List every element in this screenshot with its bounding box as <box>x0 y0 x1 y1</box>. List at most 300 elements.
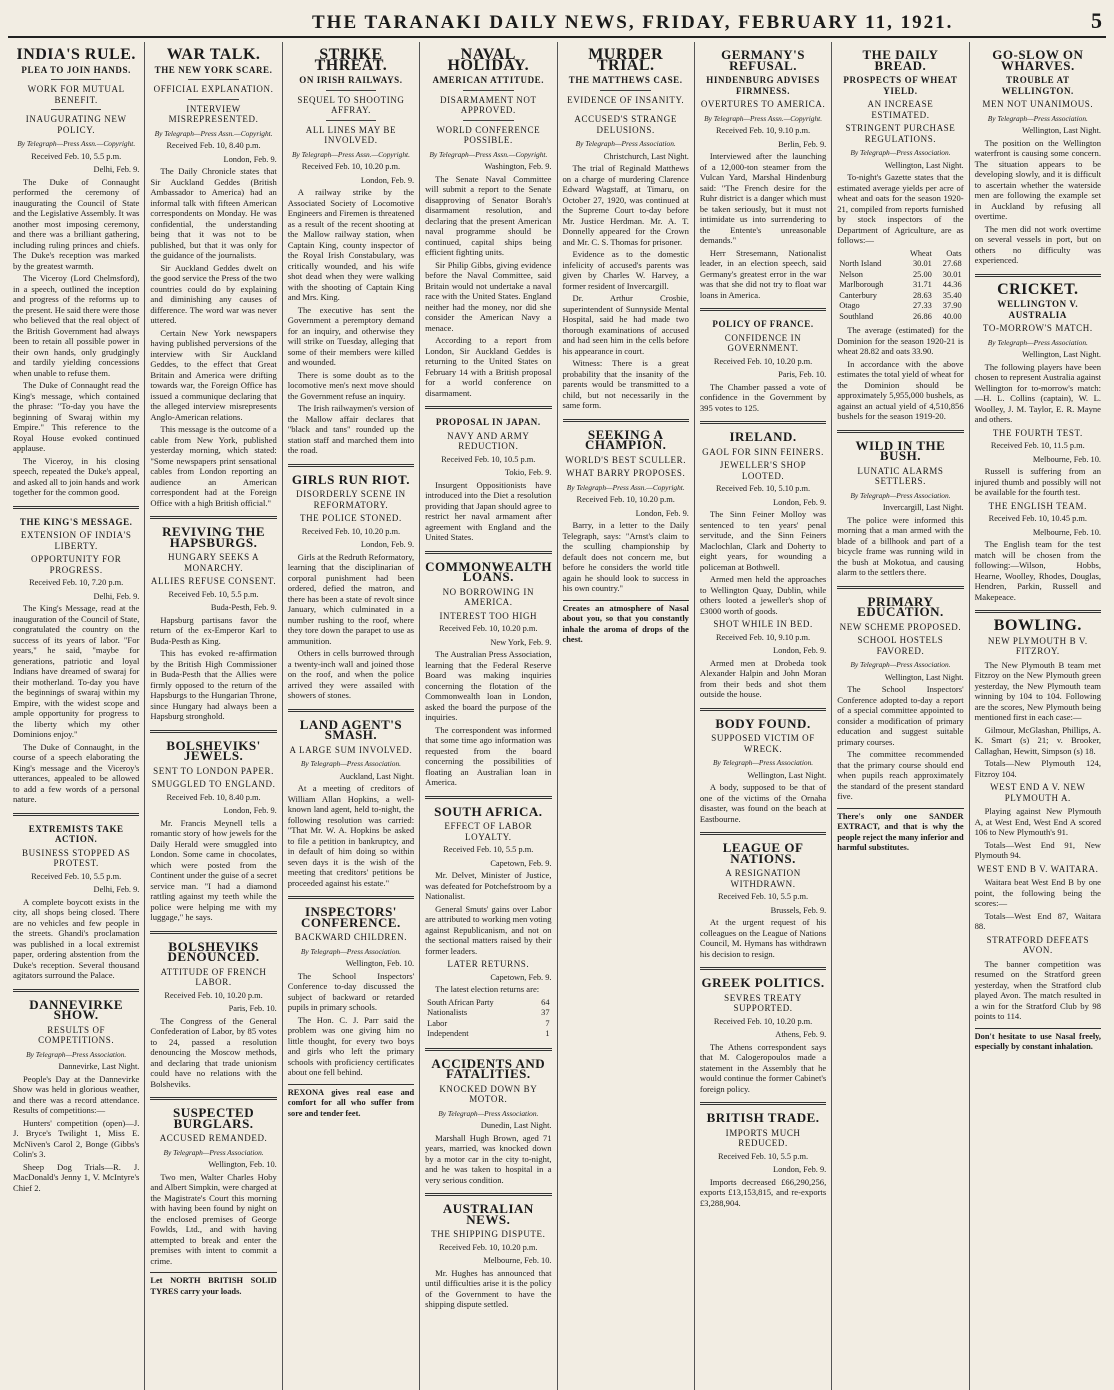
byline: By Telegraph—Press Association. <box>300 759 401 768</box>
paragraph: The correspondent was informed that some time ago information was requested from the board concerning the possibilities of floating an Australian loan in America. <box>425 724 552 787</box>
dateline: Capetown, Feb. 9. <box>490 972 552 982</box>
byline: By Telegraph—Press Association. <box>163 1147 264 1157</box>
paragraph: Hapsburg partisans favor the return of the ex-Emperor Karl to Buda-Pesth as King. <box>150 614 277 646</box>
paragraph: The banner competition was resumed on the Stratford green yesterday, when the Stratford club played Avon. The match resulted in a win for the Stratford Club by 98 points to 114. <box>974 958 1101 1021</box>
subhead: SHOT WHILE IN BED. <box>713 619 813 629</box>
paragraph: Sir Auckland Geddes dwelt on the good service the Press of the two countries could do by explaining and diminishing any causes of difference. The word war was never uttered. <box>150 262 277 325</box>
dateline: Dannevirke, Last Night. <box>58 1062 140 1071</box>
headline-ireland: IRELAND. <box>729 429 797 444</box>
paragraph: A body, supposed to be that of one of the victims of the Ornaha disaster, was found on the beach at Eastbourne. <box>699 782 827 824</box>
subhead: SCHOOL HOSTELS FAVORED. <box>857 635 944 656</box>
headline-war-talk: WAR TALK. <box>166 46 261 63</box>
section-divider <box>837 430 963 433</box>
received-line: Received Feb. 10, 10.45 p.m. <box>988 514 1087 523</box>
paragraph: Certain New York newspapers having published perversions of the interview with Sir Auckland Geddes, to the effect that Great Britain and America were drifting towards war, the Foreign Office has issued a communique declaring that the alleged interview misrepresents Anglo-American relations. <box>150 327 277 422</box>
subhead: AN INCREASE ESTIMATED. <box>867 99 934 120</box>
advertisement: There's only one SANDER EXTRACT, and that is why the people reject the many inferior and harmful substitutes. <box>837 808 963 854</box>
section-divider <box>700 421 826 424</box>
subhead: A LARGE SUM INVOLVED. <box>289 744 413 755</box>
divider <box>463 90 514 91</box>
paragraph: Witness: There is a great probability that the insanity of the parents would be transmitted to a child, but not necessarily in the same form. <box>562 358 689 410</box>
paragraph: The Senate Naval Committee will submit a report to the Senate disapproving of Senator Borah's disarmament resolution, and declaring that the present American naval programme should be continued, capital ships being efficient fighting units. <box>425 173 552 257</box>
paragraph: Interviewed after the launching of a 12,000-ton steamer from the Vulcan Yard, Marshal Hindenburg said: "The French desire for the Ruhr district is a danger which must be taken seriously, but it must not intimidate us into surrendering to the Entente's unreasonable demands." <box>699 151 827 245</box>
subhead: WEST END A V. NEW PLYMOUTH A. <box>990 782 1086 803</box>
column-naval-holiday <box>420 42 557 1390</box>
received-line: Received Feb. 10, 8.40 p.m. <box>166 141 261 150</box>
paragraph: The King's Message, read at the inauguration of the Council of State, congratulated the country on the success of its years of labor. "For years," he said, "maybe for generations, patriotic and loyal Indians have dreamed of swaraj for their motherland. To-day you have the beginnings of swaraj within my Empire, with the widest scope and ample opportunity for progress to the liberty which my other Dominions enjoy." <box>13 603 140 739</box>
table-cell: 25.00 <box>912 269 932 279</box>
table-cell: Nelson <box>839 269 863 279</box>
received-line: Received Feb. 10, 10.20 p.m. <box>713 1016 813 1026</box>
table-row <box>837 259 963 270</box>
received-line: Received Feb. 10, 11.5 p.m. <box>990 441 1085 450</box>
subhead: SMUGGLED TO ENGLAND. <box>151 779 276 789</box>
paragraph: Marshall Hugh Brown, aged 71 years, married, was knocked down by a motor car in the city to-night, and he was taken to hospital in a very serious condition. <box>425 1132 552 1185</box>
subhead: ACCUSED'S STRANGE DELUSIONS. <box>574 114 677 135</box>
received-line: Received Feb. 10, 10.5 p.m. <box>441 454 536 464</box>
subhead: WORLD'S BEST SCULLER. <box>565 454 687 465</box>
subhead: NEW PLYMOUTH B V. FITZROY. <box>987 635 1088 656</box>
section-divider <box>425 1193 551 1196</box>
paragraph: The School Inspectors' Conference adopted to-day a report of a special committee appointed to consider a modification of primary education and suggest suitable primary courses. <box>837 684 964 747</box>
headline-land-agents-smash: LAND AGENT'S SMASH. <box>299 716 403 742</box>
column-war-talk <box>145 42 282 1390</box>
dateline: London, Feb. 9. <box>772 1165 827 1174</box>
column-india <box>8 42 145 1390</box>
subhead: WELLINGTON V. AUSTRALIA <box>997 299 1079 320</box>
byline: By Telegraph—Press Assn.—Copyright. <box>291 149 410 159</box>
election-returns-table <box>425 998 551 1040</box>
subhead: ON IRISH RAILWAYS. <box>299 75 403 85</box>
paragraph: In accordance with the above estimates the total yield of wheat for the Dominion should be approximately 5,955,000 bushels, as against an actual yield of 4,510,856 bushels for the season 1919-20. <box>837 358 964 421</box>
paragraph: The police were informed this morning that a man armed with the blade of a billhook and part of a bicycle frame was running wild in the bush at Mokotua, and causing alarm to the settlers there. <box>837 514 964 577</box>
byline: By Telegraph—Press Assn.—Copyright. <box>154 128 273 138</box>
table-cell: Otago <box>839 301 860 310</box>
byline: By Telegraph—Press Association. <box>850 148 951 157</box>
subhead: DISORDERLY SCENE IN REFORMATORY. <box>296 489 406 510</box>
section-divider <box>700 967 826 970</box>
received-line: Received Feb. 10, 10.20 p.m. <box>164 990 263 1000</box>
section-divider <box>700 308 826 311</box>
dateline: Wellington, Feb. 10. <box>208 1160 277 1169</box>
table-cell: Labor <box>427 1018 448 1028</box>
table-header: Oats <box>946 248 962 258</box>
paragraph: The Daily Chronicle states that Sir Auckland Geddes (British Ambassador to America) had an informal talk with fifteen American correspondents on Monday. He was confidential, the understanding being that it was not to be published, but that it was only for the guidance of the journalists. <box>150 166 277 260</box>
paragraph: At the urgent request of his colleagues on the League of Nations Council, M. Hymans has withdrawn his decision to resign. <box>699 917 827 959</box>
table-cell: Nationalists <box>427 1008 468 1017</box>
received-line: Received Feb. 10, 5.5 p.m. <box>31 151 122 161</box>
paragraph: Armed men at Drobeda took Alexander Halpin and John Moran from their beds and shot them outside the house. <box>699 657 827 699</box>
dateline: Wellington, Feb. 10. <box>345 959 415 968</box>
headline-inspectors-conference: INSPECTORS' CONFERENCE. <box>301 904 401 930</box>
section-divider <box>288 709 414 712</box>
headline-india: INDIA'S RULE. <box>16 46 136 63</box>
subhead: LUNATIC ALARMS SETTLERS. <box>857 465 944 486</box>
paragraph: Mr. Hughes has announced that until difficulties arise it is the policy of the Government to have the shipping dispute settled. <box>425 1267 552 1309</box>
table-cell: 31.71 <box>912 280 932 289</box>
dateline: London, Feb. 9. <box>772 497 827 507</box>
paragraph: The trial of Reginald Matthews on a charge of murdering Clarence Edward Wagstaff, at Timaru, on October 27, 1920, was continued at the Supreme Court to-day before Mr. Justice Herdman. Mr. A. T. Donnelly appeared for the Crown and Mr. C. S. Thomas for prisoner. <box>562 163 689 247</box>
paragraph: The position on the Wellington waterfront is causing some concern. The situation appears to be developing slowly, and it is difficult to ascertain whether the waterside men are following the example set in Auckland by refusing all overtime. <box>974 137 1101 221</box>
paragraph: The men did not work overtime on several vessels in port, but on others no difficulty was experienced. <box>974 223 1101 265</box>
section-divider <box>150 730 276 733</box>
dateline: Melbourne, Feb. 10. <box>1032 527 1101 537</box>
byline: By Telegraph—Press Association. <box>300 946 401 956</box>
headline-south-africa: SOUTH AFRICA. <box>434 803 543 819</box>
headline-seeking-a-champion: SEEKING A CHAMPION. <box>584 426 667 452</box>
subhead: THE FOURTH TEST. <box>992 427 1083 438</box>
paragraph: The Duke of Connaught, in the course of a speech elaborating the King's message and the Viceroy's utterances, appealed to be allowed to add a few words of a personal nature. <box>13 741 140 804</box>
paragraph: The Athens correspondent says that M. Calogeropoulos made a statement in the Assembly that he would continue the former Cabinet's foreign policy. <box>699 1041 827 1094</box>
table-cell: 30.01 <box>942 269 962 279</box>
dateline: Capetown, Feb. 9. <box>490 858 552 868</box>
dateline: Brussels, Feb. 9. <box>770 905 827 915</box>
divider <box>600 90 651 91</box>
table-cell: 7 <box>545 1018 550 1028</box>
subhead: THE KING'S MESSAGE. <box>19 516 133 527</box>
column-germany <box>695 42 832 1390</box>
section-divider <box>425 1048 551 1051</box>
headline-bolsheviks-denounced: BOLSHEVIKS DENOUNCED. <box>167 938 260 964</box>
headline-league-of-nations: LEAGUE OF NATIONS. <box>722 840 804 866</box>
paragraph: This message is the outcome of a cable from New York, published yesterday morning, which stated: "Some newspapers print sensational cables from London reporting an audience an American correspondent had at the Foreign Office with a high British official." <box>150 424 277 508</box>
paragraph: There is some doubt as to the locomotive men's next move should the Government refuse an inquiry. <box>287 369 415 401</box>
paragraph: The Duke of Connaught read the King's message, which contained the phrase: "To-day you have the beginning of Swaraj within my Empire." This reference to the Royal House evoked continued applause. <box>13 380 140 453</box>
headline-greek-politics: GREEK POLITICS. <box>701 975 825 990</box>
headline-accidents: ACCIDENTS AND FATALITIES. <box>431 1055 546 1081</box>
dateline: Wellington, Last Night. <box>747 770 827 780</box>
paragraph: Barry, in a letter to the Daily Telegraph, says: "Arnst's claim to the sculling championship by default does not concern me, but before he considers the world title again he should look to success in his own country." <box>562 520 689 593</box>
section-divider <box>700 708 826 711</box>
table-cell: 37 <box>541 1008 550 1017</box>
subhead: DISARMAMENT NOT APPROVED. <box>440 94 537 115</box>
dateline: London, Feb. 9. <box>223 806 277 815</box>
section-divider <box>975 610 1101 613</box>
dateline: London, Feb. 9. <box>360 540 415 549</box>
headline-strike-threat: STRIKE THREAT. <box>314 46 388 74</box>
table-row <box>425 1019 551 1030</box>
dateline: Delhi, Feb. 9. <box>93 885 140 894</box>
headline-suspected-burglars: SUSPECTED BURGLARS. <box>173 1105 255 1131</box>
subhead: TO-MORROW'S MATCH. <box>982 323 1093 333</box>
table-cell: Canterbury <box>839 290 877 300</box>
paragraph: A complete boycott exists in the city, all shops being closed. There are no vehicles and few people in the streets. Ghandi's proclamation was published in a local extremist paper, ordering abstention from the Duke's reception. Several thousand agitators surround the Palace. <box>13 896 140 980</box>
headline-cricket: CRICKET. <box>997 280 1079 298</box>
subhead: SEQUEL TO SHOOTING AFFRAY. <box>297 94 405 115</box>
table-cell: 35.40 <box>942 290 962 300</box>
section-divider <box>150 1097 276 1100</box>
table-header-row <box>837 249 963 260</box>
dateline: Delhi, Feb. 9. <box>93 591 140 601</box>
byline: By Telegraph—Press Assn.—Copyright. <box>566 482 685 492</box>
headline-commonwealth-loans: COMMONWEALTH LOANS. <box>425 558 552 584</box>
received-line: Received Feb. 10, 10.20 p.m. <box>301 162 401 171</box>
table-row <box>425 1029 551 1040</box>
section-divider <box>13 506 139 509</box>
received-line: Received Feb. 10, 5.5 p.m. <box>718 892 809 901</box>
byline: By Telegraph—Press Assn.—Copyright. <box>17 139 136 148</box>
subhead: NEW SCHEME PROPOSED. <box>839 621 962 632</box>
advertisement: Don't hesitate to use Nasal freely, especially by constant inhalation. <box>975 1028 1101 1053</box>
paragraph: Dr. Arthur Crosbie, superintendent of Sunnyside Mental Hospital, said he had made two thorough examinations of accused and had seen him in the cells before his appearance in court. <box>562 293 689 356</box>
paragraph: General Smuts' gains over Labor are attributed to working men voting against Republicanism, and not on the sectional matters raised by their former leaders. <box>425 903 552 956</box>
paragraph: Playing against New Plymouth A, at West End, West End A scored 106 to New Plymouth's 91. <box>974 806 1101 837</box>
paragraph: Totals—New Plymouth 124, Fitzroy 104. <box>974 758 1101 779</box>
subhead: THE MATTHEWS CASE. <box>568 75 683 85</box>
section-divider <box>563 419 689 422</box>
dateline: Wellington, Last Night. <box>884 672 964 682</box>
received-line: Received Feb. 10, 10.20 p.m. <box>576 495 675 504</box>
paragraph: The Australian Press Association, learning that the Federal Reserve Board was making inquiries concerning the flotation of the Commonwealth loan in London, asked the board the purpose of the inquiries. <box>425 649 552 722</box>
section-divider <box>425 551 551 554</box>
subhead: HUNGARY SEEKS A MONARCHY. <box>167 552 260 573</box>
advertisement: Creates an atmosphere of Nasal about you, so that you constantly inhale the aroma of drops of the chest. <box>563 600 689 646</box>
subhead: INTERVIEW MISREPRESENTED. <box>168 103 259 124</box>
dateline: London, Feb. 9. <box>635 508 689 518</box>
subhead: ALLIES REFUSE CONSENT. <box>150 576 277 586</box>
received-line: Received Feb. 10, 9.10 p.m. <box>715 632 811 642</box>
subhead: BACKWARD CHILDREN. <box>294 932 408 942</box>
byline: By Telegraph—Press Association. <box>850 660 951 669</box>
paragraph: The New Plymouth B team met Fitzroy on the New Plymouth green yesterday, the New Plymouth team winning by 104 to 104. Following are the scores, New Plymouth being mentioned first in each case:— <box>974 659 1101 722</box>
paragraph: The average (estimated) for the Dominion for the season 1920-21 is wheat 28.82 and oats 33.90. <box>837 325 964 356</box>
dateline: Melbourne, Feb. 10. <box>483 1256 552 1265</box>
table-header: Wheat <box>909 248 932 258</box>
subhead: MEN NOT UNANIMOUS. <box>982 99 1094 109</box>
received-line: Received Feb. 10, 5.5 p.m. <box>443 845 534 854</box>
subhead: SEVRES TREATY SUPPORTED. <box>724 992 803 1013</box>
paragraph: Armed men held the approaches to Wellington Quay, Dublin, while others looted a jeweller's shop of £3000 worth of goods. <box>699 574 827 616</box>
dateline: Buda-Pesth, Feb. 9. <box>210 603 277 612</box>
section-divider <box>13 989 139 992</box>
byline: By Telegraph—Press Association. <box>850 490 951 500</box>
section-divider <box>288 464 414 467</box>
paragraph: Waitara beat West End B by one point, the following being the scores:— <box>974 877 1101 908</box>
byline: By Telegraph—Press Association. <box>575 139 676 148</box>
subhead: NO BORROWING IN AMERICA. <box>442 586 535 607</box>
subhead: EVIDENCE OF INSANITY. <box>567 94 685 105</box>
paragraph: The Hon. C. J. Parr said the problem was one giving him no little thought, for every two boys and girls who left the primary schools with proficiency certificates about one fell behind. <box>287 1014 415 1077</box>
subhead: THE SHIPPING DISPUTE. <box>431 1229 546 1239</box>
received-line: Received Feb. 10, 10.20 p.m. <box>439 1242 538 1252</box>
paragraph: The Duke of Connaught performed the ceremony of inaugurating the Council of State and the Legislative Assembly. It was another most imposing ceremony, and there was a brilliant gathering, including ruling princes and chiefs. The Duke's reception was marked by the greatest warmth. <box>13 176 140 271</box>
subhead: CONFIDENCE IN GOVERNMENT. <box>724 332 802 353</box>
subhead: THE POLICE STONED. <box>299 513 402 523</box>
advertisement: Let NORTH BRITISH SOLID TYRES carry your loads. <box>150 1272 276 1297</box>
headline-naval-holiday: NAVAL HOLIDAY. <box>447 46 530 74</box>
paragraph: A railway strike by the Associated Society of Locomotive Engineers and Firemen is threatened as a result of the recent shooting at the Mallow railway station, when Captain King, county inspector of the Royal Irish Constabulary, was critically wounded, and his wife shot dead when they were walking with the shooting of Captain King and Mrs. King. <box>287 187 415 302</box>
section-divider <box>425 406 551 409</box>
table-cell: 37.90 <box>942 301 962 310</box>
subhead: LATER RETURNS. <box>447 959 530 969</box>
dateline: London, Feb. 9. <box>223 154 277 164</box>
paragraph: Herr Stresemann, Nationalist leader, in an election speech, said Germany's greatest error in the war was that she did not try to float war loans in America. <box>699 247 827 300</box>
headline-british-trade: BRITISH TRADE. <box>706 1110 820 1125</box>
table-row <box>425 1008 551 1019</box>
dateline: Paris, Feb. 10. <box>228 1004 277 1013</box>
column-daily-bread <box>832 42 969 1390</box>
dateline: London, Feb. 9. <box>360 175 415 185</box>
received-line: Received Feb. 10, 7.20 p.m. <box>29 578 124 587</box>
paragraph: The Sinn Feiner Molloy was sentenced to ten years' penal servitude, and the Sinn Feiners Maclochlan, Clark and Doherty to eight years, for wounding a policeman at Bothwell. <box>699 509 827 572</box>
divider <box>51 79 102 80</box>
divider <box>326 90 377 91</box>
byline: By Telegraph—Press Association. <box>987 113 1088 123</box>
byline: By Telegraph—Press Association. <box>713 758 814 767</box>
paragraph: Russell is suffering from an injured thumb and possibly will not be available for the fourth test. <box>974 466 1101 497</box>
dateline: New York, Feb. 9. <box>490 637 552 647</box>
received-line: Received Feb. 10, 10.20 p.m. <box>301 526 401 536</box>
section-divider <box>700 832 826 835</box>
table-cell: 27.33 <box>912 301 932 310</box>
subhead: JEWELLER'S SHOP LOOTED. <box>719 460 807 481</box>
subhead: SUPPOSED VICTIM OF WRECK. <box>711 733 815 754</box>
table-row <box>837 312 963 323</box>
headline-daily-bread: THE DAILY BREAD. <box>862 47 939 73</box>
received-line: Received Feb. 10, 10.20 p.m. <box>439 624 538 633</box>
subhead: WORLD CONFERENCE POSSIBLE. <box>436 124 541 145</box>
paragraph: The committee recommended that the primary course should end when pupils reach approximately the standard of the present standard five. <box>837 749 964 801</box>
headline-go-slow-on-wharves: GO-SLOW ON WHARVES. <box>992 47 1084 73</box>
subhead: ACCUSED REMANDED. <box>159 1133 268 1143</box>
received-line: Received Feb. 10, 5.5 p.m. <box>168 589 259 599</box>
paragraph: The School Inspectors' Conference to-day discussed the subject of backward or retarded pupils in primary schools. <box>287 970 415 1012</box>
byline: By Telegraph—Press Association. <box>26 1049 127 1059</box>
paragraph: The Viceroy, in his closing speech, repeated the Duke's appeal, and asked all to join hands and work together for the common good. <box>13 455 140 497</box>
dateline: Delhi, Feb. 9. <box>93 165 140 174</box>
paragraph: Two men, Walter Charles Hoby and Albert Simpkin, were charged at the Magistrate's Court this morning with having been found by night on the enclosed premises of George Fowlds, Ltd., and with having attempted to break and enter the premises with intent to commit a crime. <box>150 1171 277 1266</box>
table-row <box>425 998 551 1009</box>
table-cell: Southland <box>839 311 874 321</box>
paragraph: Totals—West End 91, New Plymouth 94. <box>974 839 1101 860</box>
table-row <box>837 270 963 281</box>
byline: By Telegraph—Press Assn.—Copyright. <box>704 113 823 123</box>
section-divider <box>150 931 276 934</box>
paragraph: Evidence as to the domestic infelicity of accused's parents was given by Charles W. Harvey, a former resident of Invercargill. <box>562 249 689 291</box>
subhead: HINDENBURG ADVISES FIRMNESS. <box>706 75 820 96</box>
byline: By Telegraph—Press Association. <box>438 1108 539 1118</box>
divider <box>463 120 514 121</box>
dateline: Wellington, Last Night. <box>1022 126 1101 135</box>
dateline: Washington, Feb. 9. <box>484 162 552 171</box>
paragraph: The Irish railwaymen's version of the Mallow affair declares that "black and tans" rounded up the station staff and marched them into the road. <box>287 403 415 455</box>
subhead: INAUGURATING NEW POLICY. <box>25 114 127 135</box>
subhead: GAOL FOR SINN FEINERS. <box>702 446 824 457</box>
subhead: ATTITUDE OF FRENCH LABOR. <box>160 966 267 987</box>
paragraph: The English team for the test match will be chosen from the following:—Wilson, Hobbs, Hearne, Woolley, Rhodes, Douglas, Hendren, Parkin, Russell and Makepeace. <box>974 539 1101 602</box>
subhead: ALL LINES MAY BE INVOLVED. <box>305 124 397 145</box>
paragraph: According to a report from London, Sir Auckland Geddes is returning to the United States on February 14 with a British proposal for a world conference on disarmament. <box>425 335 552 398</box>
subhead: POLICY OF FRANCE. <box>712 319 814 329</box>
paragraph: Imports decreased £66,290,256, exports £13,153,815, and re-exports £3,288,904. <box>699 1176 827 1208</box>
paragraph: Mr. Francis Meynell tells a romantic story of how jewels for the Daily Herald were smuggled into London. Some came in chocolates, which were posted from the Continent under the guise of a secret service man. "I had a diamond rattling against my teeth while the police were helping me with my luggage," he says. <box>150 817 277 922</box>
received-line: Received Feb. 10, 5.5 p.m. <box>31 871 122 881</box>
section-divider <box>425 796 551 799</box>
subhead: NAVY AND ARMY REDUCTION. <box>447 430 530 451</box>
divider <box>188 79 239 80</box>
table-row <box>837 291 963 302</box>
headline-germanys-refusal: GERMANY'S REFUSAL. <box>721 47 806 73</box>
section-divider <box>975 274 1101 277</box>
subhead: STRATFORD DEFEATS AVON. <box>986 934 1090 955</box>
subhead: AMERICAN ATTITUDE. <box>432 75 545 85</box>
paragraph: The Viceroy (Lord Chelmsford), in a speech, outlined the inception and progress of the reforms up to the present. He said there were those who believed that the real object of the British Government had always been to retain all possible power in their own hands, only grudgingly and tardily yielding concessions when unable to refuse them. <box>13 273 140 378</box>
paragraph: Others in cells burrowed through a twenty-inch wall and joined those on the roof, and when the police arrived they were assailed with showers of stones. <box>287 648 415 700</box>
dateline: London, Feb. 9. <box>772 646 827 655</box>
table-cell: 40.00 <box>942 311 962 321</box>
byline: By Telegraph—Press Assn.—Copyright. <box>429 149 548 159</box>
subhead: OPPORTUNITY FOR PROGRESS. <box>30 554 122 575</box>
subhead: STRINGENT PURCHASE REGULATIONS. <box>845 123 956 144</box>
wheat-yield-table <box>837 249 963 323</box>
headline-hapsburgs: REVIVING THE HAPSBURGS. <box>162 524 266 550</box>
paragraph: The latest election returns are: <box>435 984 540 994</box>
dateline: Invercargill, Last Night. <box>882 503 964 512</box>
table-header <box>837 249 900 260</box>
paragraph: This has evoked re-affirmation by the British High Commissioner in Buda-Pesth that the Allies were firmly opposed to the return of the Hapsburgs to the Hungarian Throne, since Hungary had always been a Hapsburg stronghold. <box>150 648 277 721</box>
table-cell: South African Party <box>427 997 494 1007</box>
subhead: PROPOSAL IN JAPAN. <box>435 417 541 427</box>
table-row <box>837 301 963 312</box>
subhead: EFFECT OF LABOR LOYALTY. <box>444 821 533 842</box>
section-divider <box>150 516 276 519</box>
dateline: Wellington, Last Night. <box>884 160 964 170</box>
received-line: Received Feb. 10, 10.20 p.m. <box>713 356 813 366</box>
subhead: RESULTS OF COMPETITIONS. <box>38 1024 115 1045</box>
page-number: 5 <box>1091 8 1102 33</box>
column-strike-threat <box>283 42 420 1390</box>
columns <box>8 42 1106 1390</box>
masthead-title: THE TARANAKI DAILY NEWS, FRIDAY, FEBRUARY 11, 1921. <box>312 12 954 33</box>
paragraph: To-night's Gazette states that the estimated average yields per acre of wheat and oats for the season 1920-21, compiled from reports furnished by stock inspectors of the Department of Agriculture, are as follows:— <box>837 172 964 245</box>
received-line: Received Feb. 10, 8.40 p.m. <box>166 792 261 802</box>
paragraph: Totals—West End 87, Waitara 88. <box>974 910 1101 931</box>
paragraph: Sheep Dog Trials—R. J. MacDonald's Jenny 1, V. McIntyre's Chief 2. <box>13 1161 140 1193</box>
dateline: Paris, Feb. 10. <box>778 370 827 379</box>
headline-girls-run-riot: GIRLS RUN RIOT. <box>291 471 410 487</box>
paragraph: The Congress of the General Confederation of Labor, by 85 votes to 24, passed a resolution denouncing the Moscow methods, and declaring that trade unionism could have no relations with the Bolsheviks. <box>150 1015 277 1089</box>
divider <box>51 109 102 110</box>
subhead: EXTENSION OF INDIA'S LIBERTY. <box>20 530 132 551</box>
section-divider <box>700 1102 826 1105</box>
column-wharves-sport <box>970 42 1106 1390</box>
table-cell: 44.36 <box>942 280 962 289</box>
paragraph: The executive has sent the Government a peremptory demand for an inquiry, and otherwise they will strike on Tuesday, alleging that some of their members were killed and wounded. <box>287 304 415 367</box>
table-cell: 1 <box>545 1029 550 1038</box>
subhead: WEST END B V. WAITARA. <box>977 863 1099 874</box>
subhead: TROUBLE AT WELLINGTON. <box>1001 75 1074 96</box>
headline-primary-education: PRIMARY EDUCATION. <box>857 593 944 619</box>
paragraph: Sir Philip Gibbs, giving evidence before the Naval Committee, said Britain would not undertake a naval race with the United States. England neither had the money, nor did she consider the American Navy a menace. <box>425 259 552 333</box>
advertisement: REXONA gives real ease and comfort for all who suffer from sore and tender feet. <box>288 1084 414 1120</box>
table-cell: 27.68 <box>942 259 962 268</box>
headline-dannevirke: DANNEVIRKE SHOW. <box>29 996 124 1022</box>
received-line: Received Feb. 10, 9.10 p.m. <box>715 126 811 135</box>
received-line: Received Feb. 10, 5.5 p.m. <box>718 1151 809 1161</box>
table-row <box>837 280 963 291</box>
subhead: PLEA TO JOIN HANDS. <box>21 64 131 75</box>
table-cell: Marlborough <box>839 280 884 289</box>
dateline: Christchurch, Last Night. <box>603 151 689 161</box>
dateline: Melbourne, Feb. 10. <box>1032 454 1101 464</box>
masthead <box>8 6 1106 38</box>
paragraph: People's Day at the Dannevirke Show was held in glorious weather, and there was a record attendance. Results of competitions:— <box>13 1073 140 1115</box>
received-line: Received Feb. 10, 5.10 p.m. <box>715 484 811 493</box>
table-cell: North Island <box>839 259 882 268</box>
subhead: BUSINESS STOPPED AS PROTEST. <box>22 847 131 868</box>
subhead: A RESIGNATION WITHDRAWN. <box>725 868 801 889</box>
headline-bowling: BOWLING. <box>993 617 1082 634</box>
